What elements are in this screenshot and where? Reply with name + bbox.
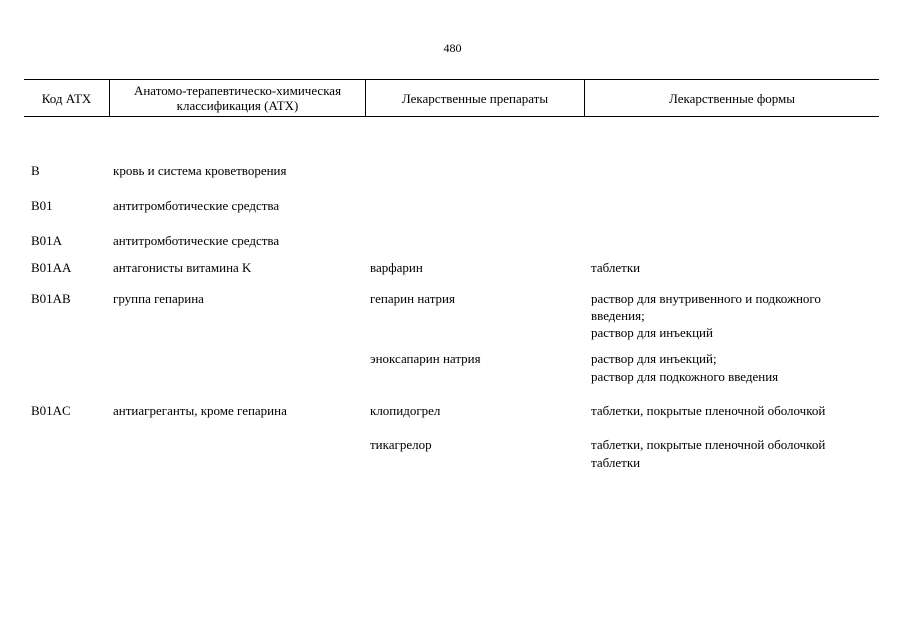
atc-code: B01 (31, 198, 53, 213)
atc-code: B (31, 163, 40, 178)
dosage-form: таблетки, покрытые пленочной оболочкой (591, 403, 826, 418)
header-classification: Анатомо-терапевтическо-химическая классификация (АТХ) (133, 83, 342, 113)
drug-name: варфарин (370, 260, 423, 275)
drug-name: гепарин натрия (370, 291, 455, 306)
drug-name: тикагрелор (370, 437, 432, 452)
header-code: Код АТХ (41, 90, 92, 106)
atc-name: антагонисты витамина K (113, 260, 252, 275)
dosage-form: введения; (591, 308, 645, 323)
dosage-form: раствор для инъекций (591, 325, 713, 340)
header-forms: Лекарственные формы (668, 90, 796, 106)
drug-name: клопидогрел (370, 403, 441, 418)
dosage-form: раствор для подкожного введения (591, 369, 779, 384)
drug-name: эноксапарин натрия (370, 351, 481, 366)
atc-code: B01A (31, 233, 63, 248)
atc-code: B01AC (31, 403, 71, 418)
dosage-form: таблетки (591, 260, 641, 275)
dosage-form: раствор для внутривенного и подкожного (591, 291, 821, 306)
table-header (24, 79, 879, 117)
dosage-form: раствор для инъекций; (591, 351, 717, 366)
dosage-form: таблетки (591, 455, 641, 470)
atc-code: B01AA (31, 260, 72, 275)
atc-name: антиагреганты, кроме гепарина (113, 403, 287, 418)
atc-name: антитромботические средства (113, 233, 280, 248)
atc-name: кровь и система кроветворения (113, 163, 287, 178)
header-drugs: Лекарственные препараты (401, 90, 549, 106)
dosage-form: таблетки, покрытые пленочной оболочкой (591, 437, 826, 452)
page-number: 480 (443, 41, 462, 55)
atc-name: группа гепарина (113, 291, 204, 306)
atc-code: B01AB (31, 291, 71, 306)
atc-name: антитромботические средства (113, 198, 280, 213)
